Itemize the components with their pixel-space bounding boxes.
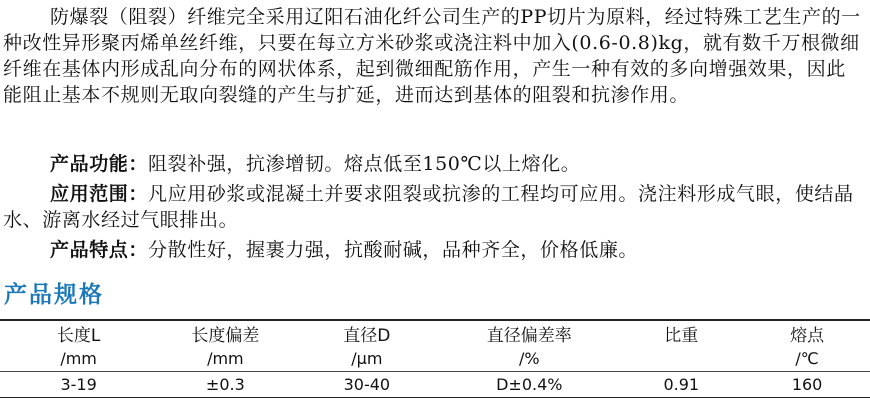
- feature-text: 分散性好，握裹力强，抗酸耐碱，品种齐全，价格低廉。: [148, 239, 639, 261]
- spec-section-title: 产品规格: [4, 282, 104, 308]
- unit-cell: [618, 346, 744, 372]
- value-cell: D±0.4%: [440, 372, 618, 398]
- header-cell: 直径D: [293, 320, 440, 346]
- feature-text: 阻裂补强，抗渗增韧。熔点低至150℃以上熔化。: [148, 153, 581, 175]
- unit-cell: /%: [519, 349, 540, 368]
- feature-function: [3, 151, 867, 177]
- spec-value-row: [0, 372, 870, 398]
- unit-cell: /℃: [795, 349, 819, 368]
- unit-cell: /mm: [60, 349, 97, 368]
- header-cell: 熔点: [744, 320, 870, 346]
- spec-table: [0, 319, 870, 398]
- feature-label: 产品功能：: [50, 153, 149, 175]
- feature-application: [3, 181, 867, 233]
- value-cell: 160: [744, 372, 870, 398]
- feature-label: 应用范围：: [50, 183, 149, 205]
- value-cell: 0.91: [618, 372, 744, 398]
- feature-characteristics: [3, 237, 867, 263]
- unit-cell: /mm: [207, 349, 244, 368]
- header-cell: 长度L: [0, 320, 157, 346]
- spec-unit-row: [0, 346, 870, 372]
- value-cell: 3-19: [0, 372, 157, 398]
- header-cell: 比重: [618, 320, 744, 346]
- value-cell: 30-40: [293, 372, 440, 398]
- intro-paragraph: 防爆裂（阻裂）纤维完全采用辽阳石油化纤公司生产的PP切片为原料，经过特殊工艺生产的一种改性异形聚丙烯单丝纤维，只要在每立方米砂浆或浇注料中加入(0.6-0.8)kg，就有数千万根微细纤维在基体内形成乱向分布的网状体系，起到微细配筋作用，产生一种有效的多向增强效果，因此能阻止基本不规则无取向裂缝的产生与扩延，进而达到基体的阻裂和抗渗作用。: [3, 6, 861, 106]
- feature-label: 产品特点：: [50, 239, 149, 261]
- feature-text: 凡应用砂浆或混凝土并要求阻裂或抗渗的工程均可应用。浇注料形成气眼，使结晶水、游离水经过气眼排出。: [3, 183, 854, 231]
- header-cell: 长度偏差: [157, 320, 293, 346]
- header-cell: 直径偏差率: [440, 320, 618, 346]
- spec-header-row: [0, 320, 870, 346]
- value-cell: ±0.3: [157, 372, 293, 398]
- unit-cell: /μm: [351, 349, 383, 368]
